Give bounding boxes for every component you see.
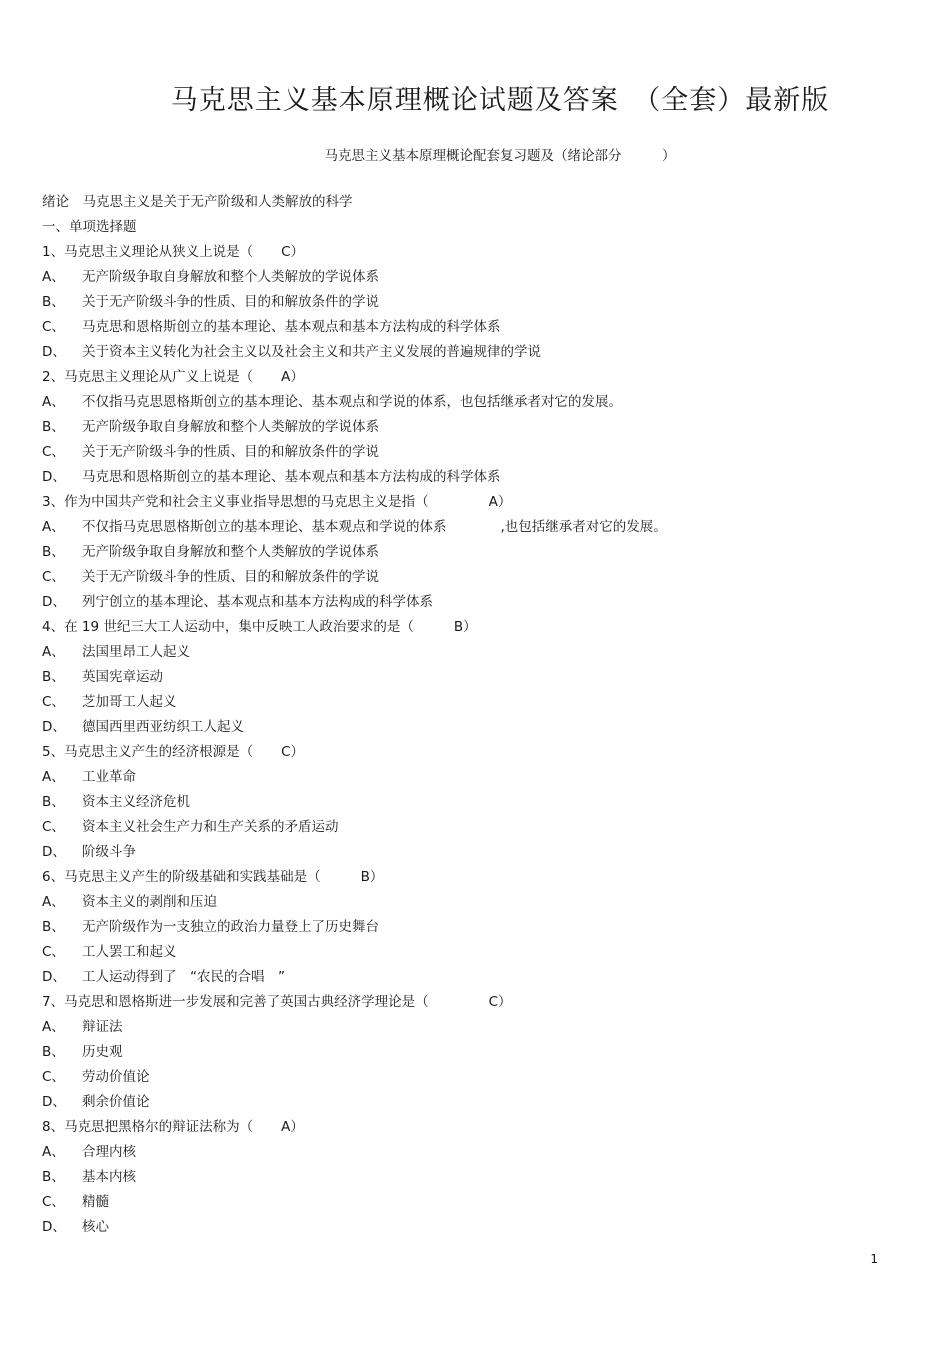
option-letter: A、 xyxy=(42,1019,65,1035)
option-text: 马克思和恩格斯创立的基本理论、基本观点和基本方法构成的科学体系 xyxy=(82,319,501,335)
question-text: 4、在 19 世纪三大工人运动中，集中反映工人政治要求的是（ xyxy=(42,619,414,635)
answer-option xyxy=(42,666,922,691)
answer-option xyxy=(42,541,922,566)
option-text: 资本主义社会生产力和生产关系的矛盾运动 xyxy=(82,819,339,835)
option-letter: D、 xyxy=(42,1094,66,1110)
answer-option xyxy=(42,566,922,591)
answer-option xyxy=(42,1216,922,1241)
option-letter: A、 xyxy=(42,394,65,410)
answer-option xyxy=(42,1091,922,1116)
option-letter: B、 xyxy=(42,294,65,310)
option-text: 无产阶级争取自身解放和整个人类解放的学说体系 xyxy=(82,419,379,435)
option-text: 历史观 xyxy=(82,1044,123,1060)
option-letter: A、 xyxy=(42,769,65,785)
option-text: 关于无产阶级斗争的性质、目的和解放条件的学说 xyxy=(82,444,379,460)
option-letter: D、 xyxy=(42,969,66,985)
question-answer: C） xyxy=(281,244,305,260)
option-text: 资本主义经济危机 xyxy=(82,794,190,810)
section-heading: 一、单项选择题 xyxy=(42,219,137,235)
option-text: 辩证法 xyxy=(82,1019,123,1035)
option-letter: D、 xyxy=(42,844,66,860)
document-content xyxy=(42,191,922,1241)
answer-option xyxy=(42,516,922,541)
option-text: 核心 xyxy=(82,1219,109,1235)
answer-option xyxy=(42,941,922,966)
question-stem xyxy=(42,1116,922,1141)
answer-option xyxy=(42,316,922,341)
option-text: 无产阶级争取自身解放和整个人类解放的学说体系 xyxy=(82,544,379,560)
answer-option xyxy=(42,841,922,866)
option-letter: C、 xyxy=(42,944,65,960)
answer-option xyxy=(42,441,922,466)
question-stem xyxy=(42,866,922,891)
question-stem xyxy=(42,991,922,1016)
answer-option xyxy=(42,1166,922,1191)
question-text: 6、马克思主义产生的阶级基础和实践基础是（ xyxy=(42,869,321,885)
question-text: 1、马克思主义理论从狭义上说是（ xyxy=(42,244,254,260)
answer-option xyxy=(42,341,922,366)
option-text: 关于无产阶级斗争的性质、目的和解放条件的学说 xyxy=(82,569,379,585)
question-answer: A） xyxy=(281,1119,304,1135)
option-letter: D、 xyxy=(42,1219,66,1235)
option-letter: D、 xyxy=(42,344,66,360)
answer-option xyxy=(42,466,922,491)
option-letter: C、 xyxy=(42,819,65,835)
page-title: 马克思主义基本原理概论试题及答案 （全套）最新版 xyxy=(170,85,830,116)
option-text: 工人罢工和起义 xyxy=(82,944,177,960)
question-answer: B） xyxy=(360,869,384,885)
question-text: 3、作为中国共产党和社会主义事业指导思想的马克思主义是指（ xyxy=(42,494,429,510)
question-text: 2、马克思主义理论从广义上说是（ xyxy=(42,369,254,385)
option-letter: D、 xyxy=(42,469,66,485)
answer-option xyxy=(42,591,922,616)
option-letter: C、 xyxy=(42,1069,65,1085)
option-letter: B、 xyxy=(42,1169,65,1185)
option-text: 工人运动得到了 “农民的合唱 ” xyxy=(82,969,285,985)
option-text: 劳动价值论 xyxy=(82,1069,150,1085)
option-text: 剩余价值论 xyxy=(82,1094,150,1110)
option-letter: D、 xyxy=(42,719,66,735)
question-stem xyxy=(42,491,922,516)
option-letter: A、 xyxy=(42,644,65,660)
option-text: 合理内核 xyxy=(82,1144,136,1160)
question-list xyxy=(42,241,922,1241)
option-text: 不仅指马克思恩格斯创立的基本理论、基本观点和学说的体系，也包括继承者对它的发展。 xyxy=(82,394,622,410)
answer-option xyxy=(42,641,922,666)
option-text: 不仅指马克思恩格斯创立的基本理论、基本观点和学说的体系 ,也包括继承者对它的发展。 xyxy=(82,519,667,535)
question-stem xyxy=(42,741,922,766)
option-text: 芝加哥工人起义 xyxy=(82,694,177,710)
answer-option xyxy=(42,416,922,441)
answer-option xyxy=(42,916,922,941)
option-letter: C、 xyxy=(42,694,65,710)
answer-option xyxy=(42,1141,922,1166)
option-letter: B、 xyxy=(42,794,65,810)
answer-option xyxy=(42,791,922,816)
answer-option xyxy=(42,1191,922,1216)
option-letter: C、 xyxy=(42,1194,65,1210)
question-answer: A） xyxy=(488,494,512,510)
option-text: 基本内核 xyxy=(82,1169,136,1185)
question-text: 7、马克思和恩格斯进一步发展和完善了英国古典经济学理论是（ xyxy=(42,994,429,1010)
question-stem xyxy=(42,616,922,641)
option-letter: B、 xyxy=(42,669,65,685)
answer-option xyxy=(42,1016,922,1041)
option-letter: A、 xyxy=(42,894,65,910)
option-text: 马克思和恩格斯创立的基本理论、基本观点和基本方法构成的科学体系 xyxy=(82,469,501,485)
option-text: 关于无产阶级斗争的性质、目的和解放条件的学说 xyxy=(82,294,379,310)
option-letter: D、 xyxy=(42,594,66,610)
option-letter: A、 xyxy=(42,269,65,285)
answer-option xyxy=(42,291,922,316)
answer-option xyxy=(42,891,922,916)
question-answer: C） xyxy=(488,994,512,1010)
answer-option xyxy=(42,691,922,716)
question-answer: B） xyxy=(453,619,477,635)
option-text: 无产阶级作为一支独立的政治力量登上了历史舞台 xyxy=(82,919,379,935)
option-letter: C、 xyxy=(42,444,65,460)
question-text: 5、马克思主义产生的经济根源是（ xyxy=(42,744,254,760)
answer-option xyxy=(42,391,922,416)
option-letter: B、 xyxy=(42,544,65,560)
option-text: 阶级斗争 xyxy=(82,844,136,860)
option-text: 无产阶级争取自身解放和整个人类解放的学说体系 xyxy=(82,269,379,285)
option-text: 英国宪章运动 xyxy=(82,669,163,685)
option-letter: A、 xyxy=(42,519,65,535)
option-text: 列宁创立的基本理论、基本观点和基本方法构成的科学体系 xyxy=(82,594,433,610)
answer-option xyxy=(42,1041,922,1066)
answer-option xyxy=(42,816,922,841)
option-letter: C、 xyxy=(42,319,65,335)
question-text: 8、马克思把黑格尔的辩证法称为（ xyxy=(42,1119,254,1135)
option-text: 精髓 xyxy=(82,1194,109,1210)
option-letter: B、 xyxy=(42,1044,65,1060)
option-text: 法国里昂工人起义 xyxy=(82,644,190,660)
question-stem xyxy=(42,241,922,266)
option-text: 工业革命 xyxy=(82,769,136,785)
page-subtitle: 马克思主义基本原理概论配套复习题及（绪论部分 ） xyxy=(324,148,676,164)
option-letter: B、 xyxy=(42,919,65,935)
option-letter: C、 xyxy=(42,569,65,585)
chapter-heading: 绪论 马克思主义是关于无产阶级和人类解放的科学 xyxy=(42,194,353,210)
question-answer: A） xyxy=(281,369,304,385)
answer-option xyxy=(42,966,922,991)
question-stem xyxy=(42,366,922,391)
option-letter: A、 xyxy=(42,1144,65,1160)
option-text: 资本主义的剥削和压迫 xyxy=(82,894,217,910)
answer-option xyxy=(42,716,922,741)
page-number: 1 xyxy=(870,1252,878,1266)
answer-option xyxy=(42,266,922,291)
option-text: 关于资本主义转化为社会主义以及社会主义和共产主义发展的普遍规律的学说 xyxy=(82,344,541,360)
option-letter: B、 xyxy=(42,419,65,435)
question-answer: C） xyxy=(281,744,305,760)
option-text: 德国西里西亚纺织工人起义 xyxy=(82,719,244,735)
answer-option xyxy=(42,766,922,791)
answer-option xyxy=(42,1066,922,1091)
